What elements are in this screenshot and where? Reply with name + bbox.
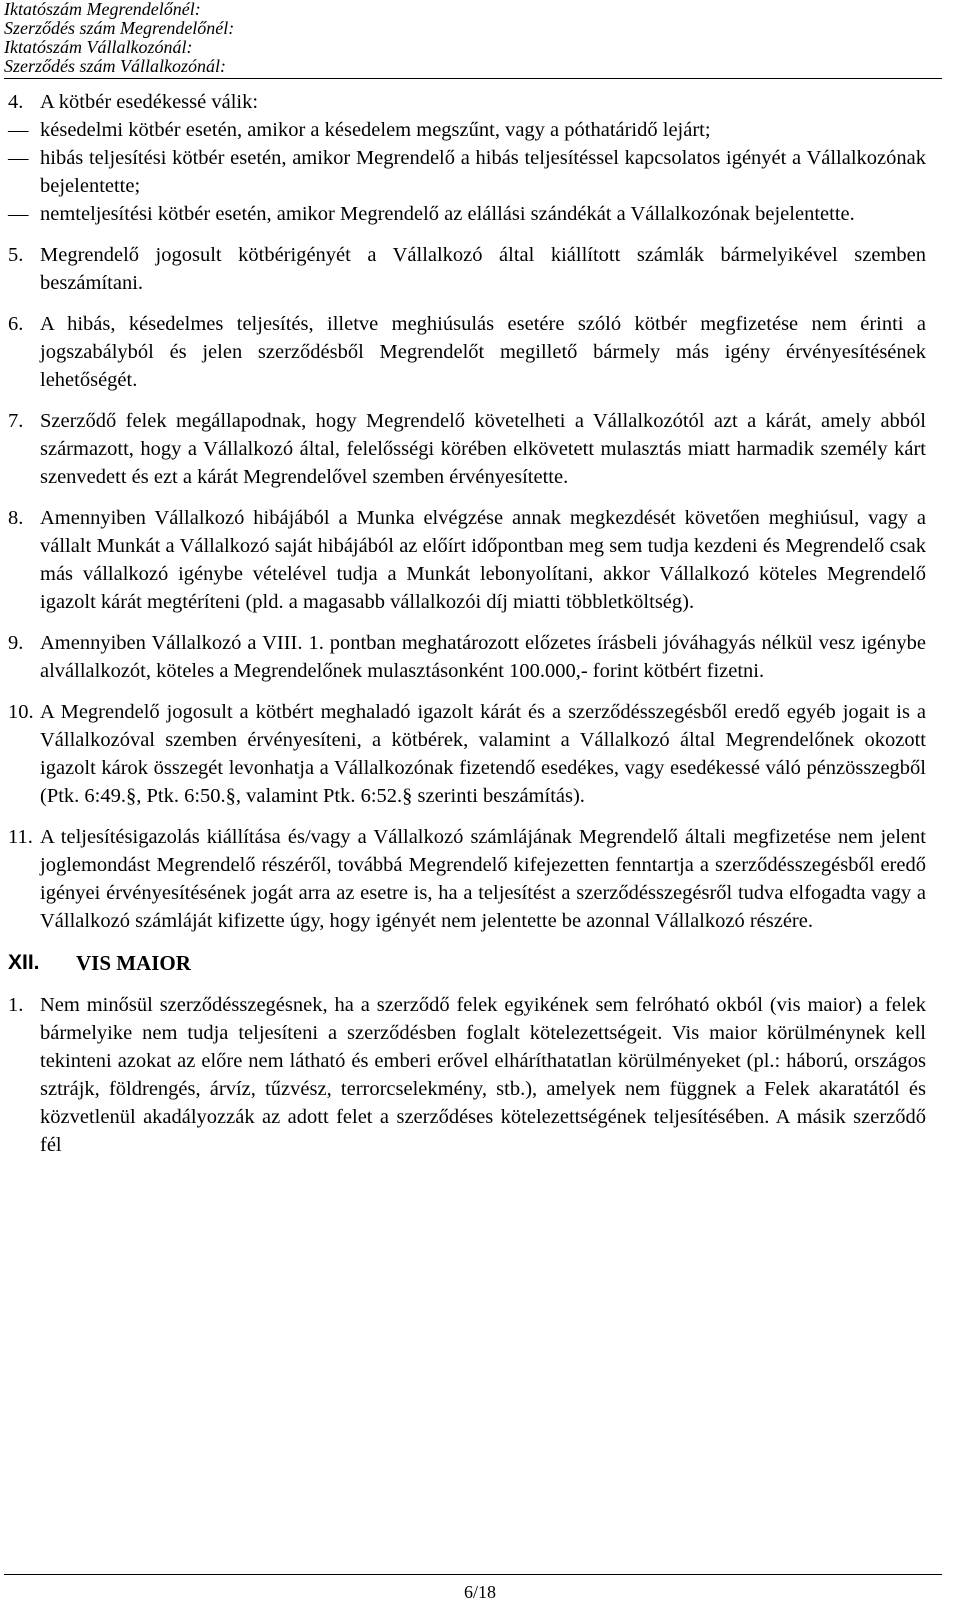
clause-number: 11. [8, 826, 33, 848]
header-divider [4, 78, 942, 79]
list-item-text: hibás teljesítési kötbér esetén, amikor Megrendelő a hibás teljesítéssel kapcsolatos igényét a Vállalkozónak bejelentette; [40, 147, 926, 197]
header-line-1: Iktatószám Megrendelőnél: [4, 0, 201, 19]
clause-number: 7. [8, 410, 24, 432]
list-item [8, 200, 926, 228]
list-item [8, 144, 926, 200]
header-line-4: Szerződés szám Vállalkozónál: [4, 56, 226, 76]
list-item-text: nemteljesítési kötbér esetén, amikor Megrendelő az elállási szándékát a Vállalkozónak bejelentette. [40, 203, 855, 225]
header-line-2: Szerződés szám Megrendelőnél: [4, 18, 235, 38]
clause-11 [8, 823, 926, 935]
clause-9 [8, 629, 926, 685]
clause-text: A kötbér esedékessé válik: [40, 91, 259, 113]
section-heading [8, 949, 926, 979]
clause-text: Amennyiben Vállalkozó a VIII. 1. pontban meghatározott előzetes írásbeli jóváhagyás nélkül vesz igénybe alvállalkozót, köteles a Megrendelőnek mulasztásonként 100.000,- forint kötbért fizetni. [40, 632, 926, 682]
page-number: 6/18 [463, 1582, 496, 1602]
clause-number: 9. [8, 632, 24, 654]
clause-number: 1. [8, 994, 24, 1016]
list-item [8, 116, 926, 144]
clause-text: Szerződő felek megállapodnak, hogy Megrendelő követelheti a Vállalkozótól azt a kárát, amely abból származott, hogy a Vállalkozó által, felelősségi körében elkövetett mulasztás miatt harmadik személy kárt szenvedett és ezt a kárát Megrendelővel szemben érvényesítette. [40, 410, 926, 488]
clause-text: Amennyiben Vállalkozó hibájából a Munka elvégzése annak megkezdését követően meghiúsul, vagy a vállalt Munkát a Vállalkozó saját hibájából az előírt időpontban meg sem tudja kezdeni és Megrendelő csak más vállalkozó igénybe vételével tudja a Munkát lebonyolítani, akkor Vállalkozó köteles Megrendelő igazolt kárát megtéríteni (pld. a magasabb vállalkozói díj miatti többletköltség). [40, 507, 926, 613]
header-line-3: Iktatószám Vállalkozónál: [4, 37, 193, 57]
clause-text: Megrendelő jogosult kötbérigényét a Vállalkozó által kiállított számlák bármelyikével szemben beszámítani. [40, 244, 926, 294]
dash-bullet: — [8, 119, 29, 141]
clause-text: A hibás, késedelmes teljesítés, illetve meghiúsulás esetére szóló kötbér megfizetése nem érinti a jogszabályból és jelen szerződésből Megrendelőt megillető bármely más igény érvényesítésének lehetőségét. [40, 313, 926, 391]
clause-5 [8, 241, 926, 297]
clause-text: A teljesítésigazolás kiállítása és/vagy a Vállalkozó számlájának Megrendelő általi megfizetése nem jelent joglemondást Megrendelő részéről, továbbá Megrendelő kifejezetten fenntartja a szerződésszegésből eredő igényei érvényesítésének jogát arra az esetre is, ha a teljesítést a szerződésszegésről tudva elfogadta vagy a Vállalkozó számláját kifizette úgy, hogy igényét nem jelentette be azonnal Vállalkozó részére. [40, 826, 926, 932]
footer-divider [4, 1574, 942, 1575]
clause-text: A Megrendelő jogosult a kötbért meghaladó igazolt kárát és a szerződésszegésből eredő egyéb jogait is a Vállalkozóval szemben érvényesíteni, a kötbérek, valamint a Vállalkozó által Megrendelőnek okozott igazolt károk összegét levonhatja a Vállalkozónak fizetendő esedékes, vagy esedékessé váló pénzösszegből (Ptk. 6:49.§, Ptk. 6:50.§, valamint Ptk. 6:52.§ szerinti beszámítás). [40, 701, 926, 807]
clause-6 [8, 310, 926, 394]
clause-number: 10. [8, 701, 34, 723]
vis-maior-clause-1 [8, 991, 926, 1159]
list-item-text: késedelmi kötbér esetén, amikor a késedelem megszűnt, vagy a póthatáridő lejárt; [40, 119, 711, 141]
dash-bullet: — [8, 147, 29, 169]
clause-number: 6. [8, 313, 24, 335]
clause-8 [8, 504, 926, 616]
clause-number: 8. [8, 507, 24, 529]
dash-list [8, 116, 926, 228]
page-header [4, 0, 944, 76]
clause-10 [8, 698, 926, 810]
clause-7 [8, 407, 926, 491]
clause-number: 4. [8, 91, 24, 113]
clause-4 [8, 88, 926, 228]
clause-number: 5. [8, 244, 24, 266]
section-number: XII. [8, 951, 40, 974]
document-body [8, 88, 926, 1172]
section-title: VIS MAIOR [76, 951, 191, 975]
dash-bullet: — [8, 203, 29, 225]
clause-text: Nem minősül szerződésszegésnek, ha a szerződő felek egyikének sem felróható okból (vis maior) a felek bármelyike nem tudja teljesíteni a szerződésben foglalt kötelezettségeit. Vis maior körülménynek kell tekinteni azokat az előre nem látható és emberi erővel elháríthatatlan körülményeket (pl.: háború, országos sztrájk, földrengés, árvíz, tűzvész, terrorcselekmény, stb.), amelyek nem függnek a Felek akaratától és közvetlenül akadályozzák az adott felet a szerződéses kötelezettségének teljesítésében. A másik szerződő fél [40, 994, 926, 1156]
